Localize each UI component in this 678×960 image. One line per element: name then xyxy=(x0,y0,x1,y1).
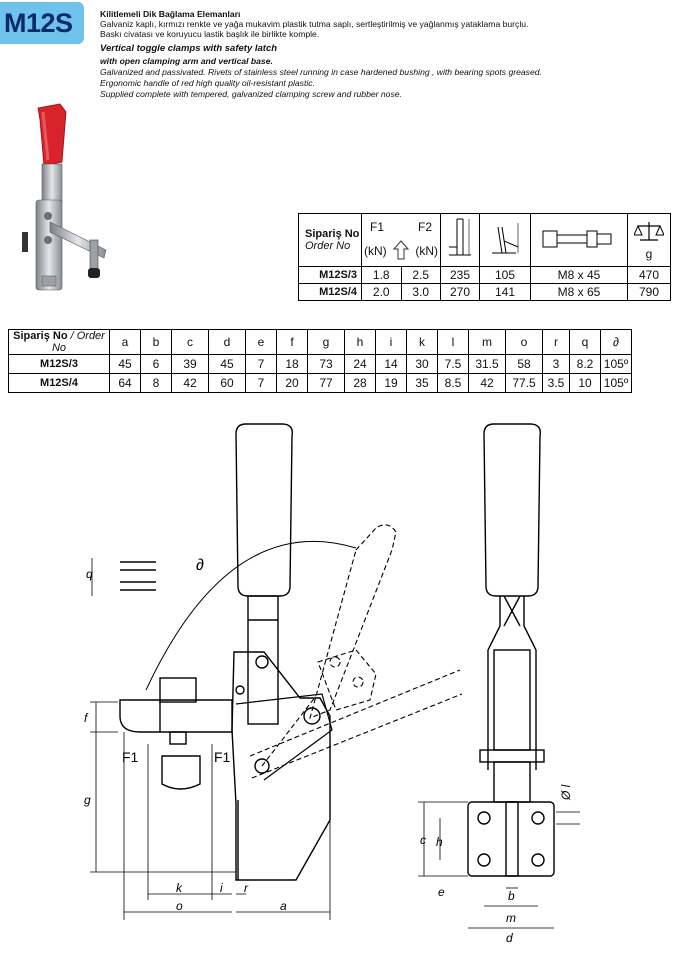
dimension-column-header: i xyxy=(376,330,407,355)
dim-c-label: c xyxy=(420,833,426,847)
dimension-value: 31.5 xyxy=(469,355,506,374)
spec-table xyxy=(298,213,671,301)
dimension-column-header: a xyxy=(110,330,141,355)
angle-arc xyxy=(146,541,356,690)
desc-en-2: Ergonomic handle of red high quality oil-resistant plastic. xyxy=(100,78,315,88)
dimension-column-header: f xyxy=(277,330,308,355)
title-en: Vertical toggle clamps with safety latch xyxy=(100,43,278,54)
dim-h-label: h xyxy=(436,835,443,849)
dim-l-label: Ø l xyxy=(559,784,573,800)
dimension-value: 39 xyxy=(172,355,209,374)
force-header: F1 F2 (kN) (kN) xyxy=(362,214,441,267)
dimension-column-header: q xyxy=(570,330,601,355)
dimension-value: 3 xyxy=(543,355,570,374)
dimension-header-row xyxy=(9,330,632,355)
dim-a-label: a xyxy=(280,899,287,913)
dimension-value: 24 xyxy=(345,355,376,374)
order-header: Sipariş No / Order No xyxy=(9,330,110,355)
dimension-value: 64 xyxy=(110,374,141,393)
screw-icon xyxy=(531,214,628,267)
dimension-value: 77.5 xyxy=(506,374,543,393)
scale-icon xyxy=(634,220,664,244)
model-code: M12S xyxy=(4,8,73,38)
dimension-value: 8.2 xyxy=(570,355,601,374)
dim-o-label: o xyxy=(176,899,183,913)
clamp-body xyxy=(232,652,330,880)
dim-q-label: q xyxy=(86,567,93,581)
dim-b-label: b xyxy=(508,889,515,903)
spec-row: M12S/3 1.8 2.5 235 105 M8 x 45 470 xyxy=(299,267,671,284)
dimension-column-header: r xyxy=(543,330,570,355)
rubber-nose xyxy=(162,756,200,789)
desc-en-3: Supplied complete with tempered, galvanized clamping screw and rubber nose. xyxy=(100,89,402,99)
force-f1-left: F1 xyxy=(122,749,139,765)
dimension-value: 10 xyxy=(570,374,601,393)
arm-nut xyxy=(160,678,196,702)
dim-f-label: f xyxy=(84,711,88,725)
handle-shaft xyxy=(248,596,278,724)
dim-i-label: i xyxy=(220,881,223,895)
dim-m-label: m xyxy=(506,911,516,925)
dimension-value: 7.5 xyxy=(438,355,469,374)
dimension-value: 6 xyxy=(141,355,172,374)
dimension-column-header: d xyxy=(209,330,246,355)
dimension-value: 3.5 xyxy=(543,374,570,393)
handle-front xyxy=(484,424,540,596)
dimension-value: 45 xyxy=(209,355,246,374)
dimension-column-header: c xyxy=(172,330,209,355)
open-position-outline xyxy=(250,525,462,778)
dimension-value: 7 xyxy=(246,374,277,393)
dim-e-label: e xyxy=(438,885,445,899)
clamp-arm xyxy=(120,700,232,732)
dimension-column-header: o xyxy=(506,330,543,355)
dimension-column-header: h xyxy=(345,330,376,355)
dimension-value: 105º xyxy=(601,355,632,374)
dim-d-label: d xyxy=(506,931,513,945)
dimension-column-header: l xyxy=(438,330,469,355)
dimension-value: 14 xyxy=(376,355,407,374)
subtitle-en: with open clamping arm and vertical base. xyxy=(100,56,273,66)
title-tr: Kilitlemeli Dik Bağlama Elemanları xyxy=(100,9,241,19)
dim-k-label: k xyxy=(176,881,182,895)
spec-row: M12S/4 2.0 3.0 270 141 M8 x 65 790 xyxy=(299,284,671,301)
dimension-value: 35 xyxy=(407,374,438,393)
dimension-value: 20 xyxy=(277,374,308,393)
height-closed-icon xyxy=(480,214,531,267)
dimension-value: 42 xyxy=(469,374,506,393)
dim-r-label: r xyxy=(244,881,248,895)
model-badge xyxy=(0,2,84,44)
dimension-column-header: g xyxy=(308,330,345,355)
dimension-row: M12S/3 45 6 39 45 7 18 73 24 14 30 7.5 31.5 58 3 8.2 105º xyxy=(9,355,632,374)
dimension-value: 60 xyxy=(209,374,246,393)
front-frame xyxy=(488,596,536,770)
dimension-column-header: m xyxy=(469,330,506,355)
dimension-value: 7 xyxy=(246,355,277,374)
dimension-column-header: k xyxy=(407,330,438,355)
technical-drawing xyxy=(0,400,678,960)
desc-tr-2: Baskı civatası ve koruyucu lastik başlık ile birlikte komple. xyxy=(100,29,320,39)
dimension-value: 30 xyxy=(407,355,438,374)
dimension-column-header: b xyxy=(141,330,172,355)
height-open-icon xyxy=(441,214,480,267)
dimension-value: 105º xyxy=(601,374,632,393)
dimension-value: 8.5 xyxy=(438,374,469,393)
dimension-value: 42 xyxy=(172,374,209,393)
dimension-column-header: e xyxy=(246,330,277,355)
handle-side xyxy=(236,424,292,596)
dimension-value: 77 xyxy=(308,374,345,393)
product-photo xyxy=(10,100,120,300)
dimension-value: 8 xyxy=(141,374,172,393)
weight-header: g xyxy=(628,214,671,267)
dimension-value: 28 xyxy=(345,374,376,393)
dimension-value: 45 xyxy=(110,355,141,374)
dimension-value: 19 xyxy=(376,374,407,393)
desc-tr-1: Galvaniz kaplı, kırmızı renkte ve yağa mukavim plastik tutma saplı, sertleştirilmiş ve yağlanmış yataklama burçlu. xyxy=(100,19,529,29)
dimension-value: 73 xyxy=(308,355,345,374)
force-f1-right: F1 xyxy=(214,749,231,765)
dimension-row: M12S/4 64 8 42 60 7 20 77 28 19 35 8.5 42 77.5 3.5 10 105º xyxy=(9,374,632,393)
dimension-column-header: ∂ xyxy=(601,330,632,355)
dim-g-label: g xyxy=(84,793,91,807)
dimension-value: 58 xyxy=(506,355,543,374)
order-header: Sipariş No Order No xyxy=(299,214,362,267)
dimension-value: 18 xyxy=(277,355,308,374)
desc-en-1: Galvanized and passivated. Rivets of stainless steel running in case hardened bushing , with bearing spots greased. xyxy=(100,67,542,77)
dimension-table xyxy=(8,329,632,393)
arrow-up-icon xyxy=(393,240,409,260)
angle-label: ∂ xyxy=(196,557,204,574)
